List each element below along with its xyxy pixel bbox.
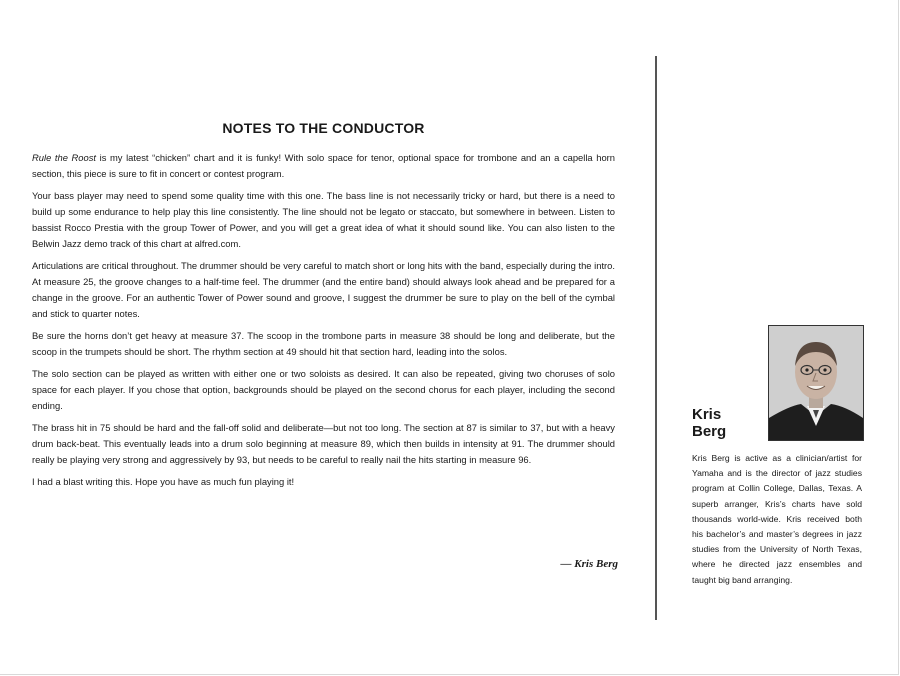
column-divider [655,56,657,620]
notes-section [32,120,615,496]
author-name [692,406,762,440]
signature: — Kris Berg [560,558,618,570]
notes-paragraph-3: Articulations are critical throughout. The drummer should be very careful to match short or long hits with the band, especially during the intro. At measure 25, the groove changes to a half-time feel. The drummer (and the entire band) should always look ahead and be prepared for a change in the groove. For an authentic Tower of Power sound and groove, I suggest the drummer be sure to play on the bell of the cymbal and stick to quarter notes. [32,260,615,319]
author-photo [768,325,864,441]
author-bio: Kris Berg is active as a clinician/artist for Yamaha and is the director of jazz studies program at Collin College, Dallas, Texas. A superb arranger, Kris’s charts have sold thousands world-wide. Kris received both his bachelor’s and master’s degrees in jazz studies from the University of North Texas, where he directed jazz ensembles and taught big band arranging. [692,453,862,585]
notes-paragraph-1-text: is my latest “chicken” chart and it is funky! With solo space for tenor, optional space for trombone and an a capella horn section, this piece is sure to fit in concert or contest program. [32,152,616,179]
notes-paragraph-1 [32,150,615,182]
notes-paragraph-5: The solo section can be played as written with either one or two soloists as desired. It can also be repeated, giving two choruses of solo space for each player. If you chose that option, backgrounds should be played on the second chorus for each player, including the second ending. [32,368,615,411]
author-first-name: Kris [692,406,722,423]
notes-paragraph-4: Be sure the horns don’t get heavy at measure 37. The scoop in the trombone parts in measure 38 should be long and deliberate, but the scoop in the trumpets should be short. The rhythm section at 49 should hit that section hard, leading into the solos. [32,330,615,357]
author-last-name: Berg [692,423,727,440]
notes-title: NOTES TO THE CONDUCTOR [222,120,425,136]
piece-title: Rule the Roost [32,152,97,163]
portrait-image [769,326,863,440]
notes-paragraph-6: The brass hit in 75 should be hard and the fall-off solid and deliberate—but not too long. The section at 87 is similar to 37, but with a heavy drum back-beat. This eventually leads into a drum solo beginning at measure 89, which then builds in intensity at 91. The drummer should really be playing very strong and aggressively by 93, but needs to be careful to really nail the hits starting in measure 96. [32,422,615,465]
notes-paragraph-7: I had a blast writing this. Hope you have as much fun playing it! [32,476,295,487]
notes-paragraph-2: Your bass player may need to spend some quality time with this one. The bass line is not necessarily tricky or hard, but there is a need to build up some endurance to help play this line consistently. The line should not be legato or staccato, but somewhere in between. Listen to bassist Rocco Prestia with the group Tower of Power, and you will get a great idea of what it should sound like. You can also listen to the Belwin Jazz demo track of this chart at alfred.com. [32,190,615,249]
